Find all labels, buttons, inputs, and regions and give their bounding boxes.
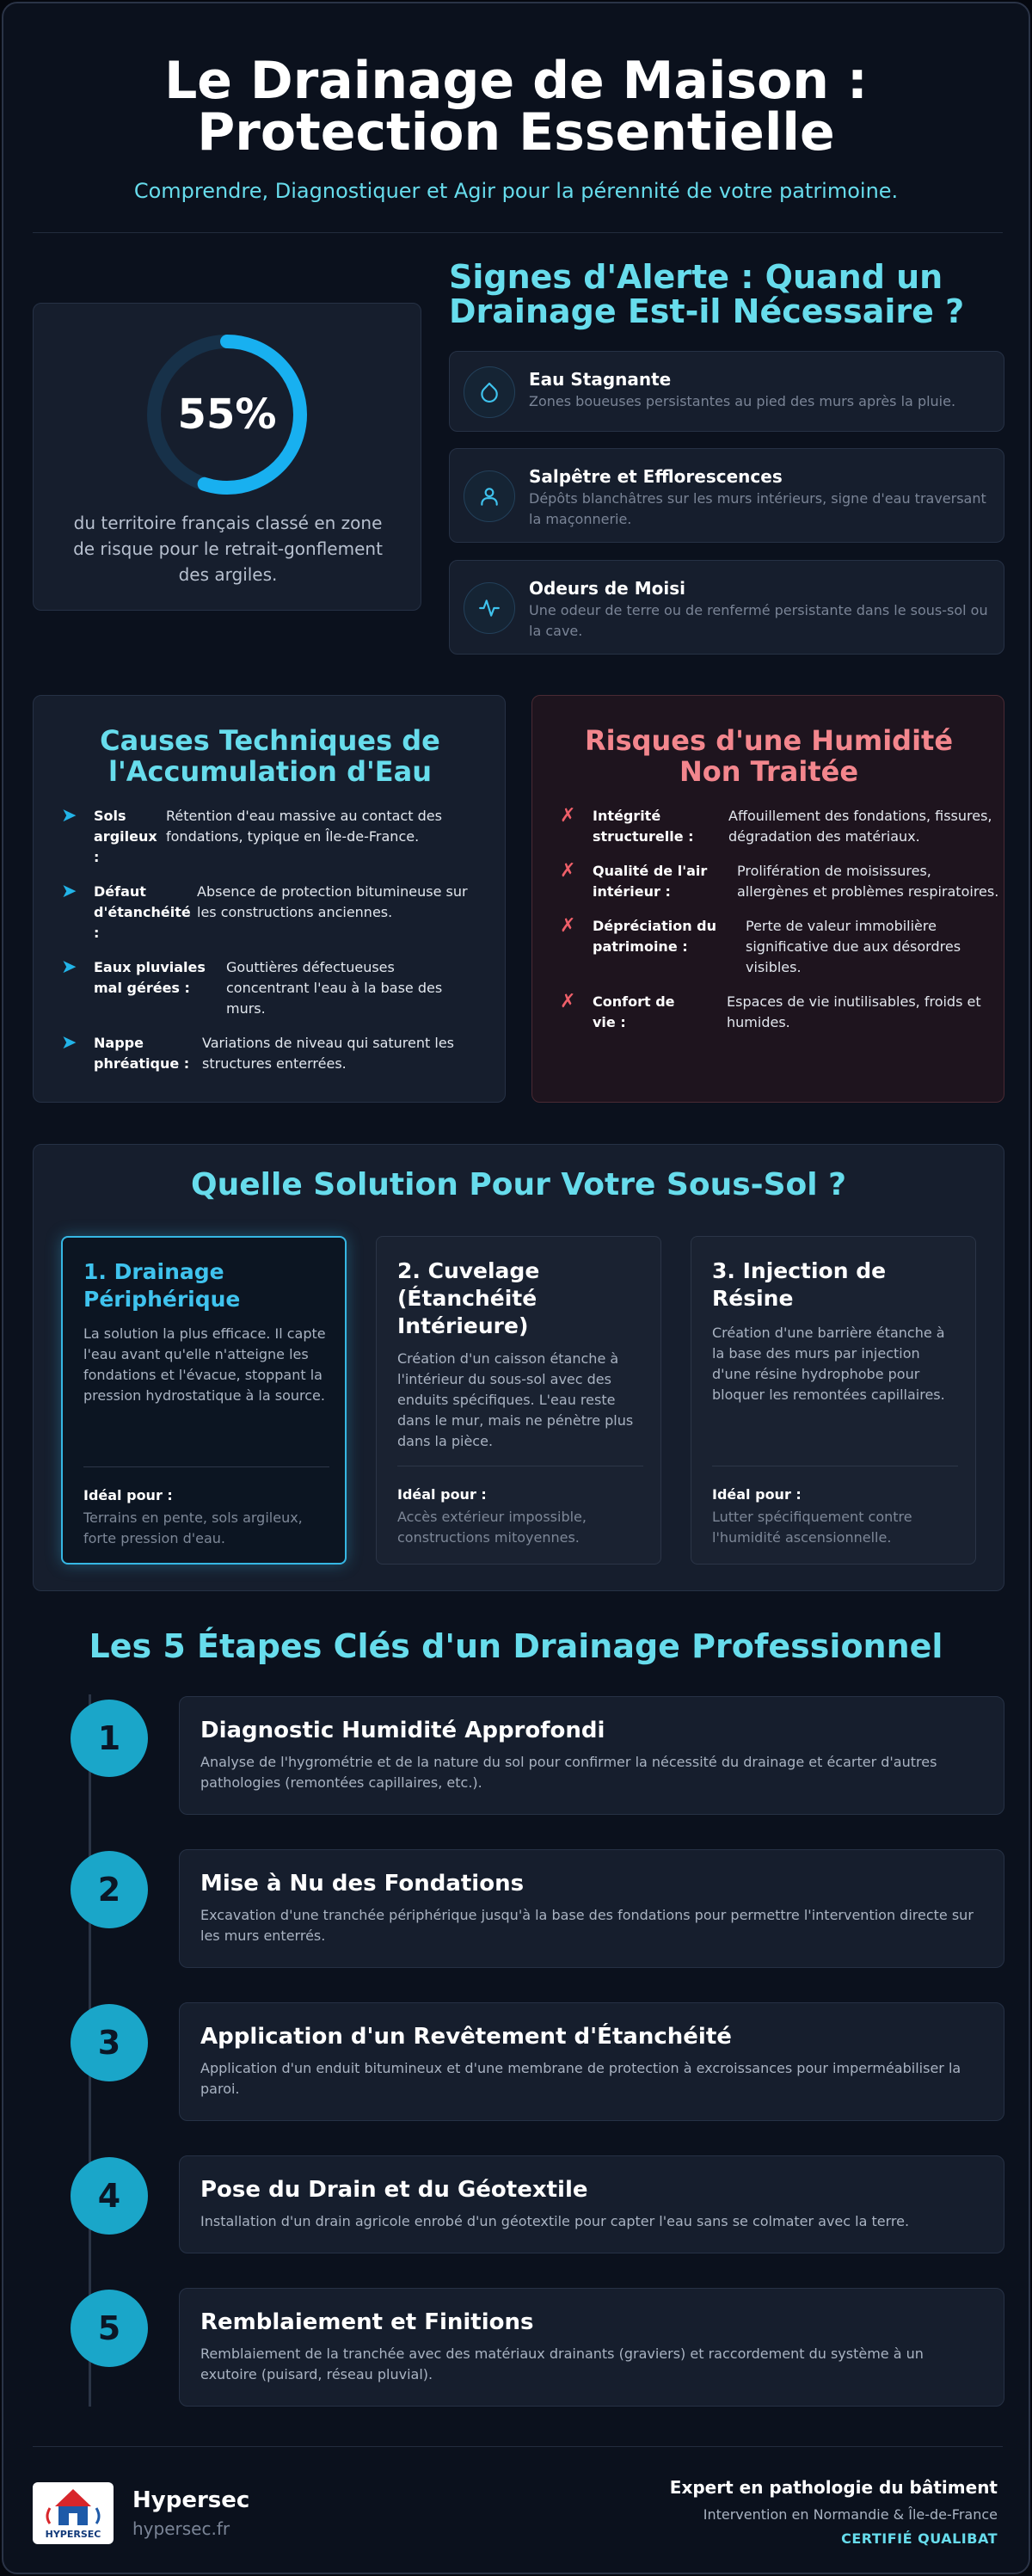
step-number: 3 bbox=[71, 2004, 148, 2081]
risk-value: Affouillement des fondations, fissures, dégradation des matériaux. bbox=[728, 808, 992, 845]
arrow-icon: ➤ bbox=[61, 956, 77, 978]
arrow-icon: ➤ bbox=[61, 1032, 77, 1054]
stat-description: du territoire français classé en zone de risque pour le retrait-gonflement des argiles. bbox=[73, 513, 383, 585]
causes-title: Causes Techniques de l'Accumulation d'Eau bbox=[100, 724, 440, 788]
house-logo-icon bbox=[33, 2482, 114, 2544]
signs-title: Signes d'Alerte : Quand un Drainage Est-il Nécessaire ? bbox=[449, 258, 965, 330]
cause-label: Sols argileux : bbox=[94, 808, 157, 865]
step-card bbox=[179, 1849, 1004, 1968]
title-line-1: Le Drainage de Maison : bbox=[164, 51, 868, 111]
activity-pulse-icon bbox=[464, 582, 515, 634]
company-logo[interactable] bbox=[33, 2482, 114, 2544]
step-card bbox=[179, 2155, 1004, 2253]
risks-title: Risques d'une Humidité Non Traitée bbox=[584, 724, 954, 788]
causes-panel bbox=[33, 695, 506, 1103]
solution-description: Création d'une barrière étanche à la base des murs par injection d'une résine hydrophobe pour bloquer les remontées capillaires. bbox=[712, 1325, 945, 1403]
solutions-section bbox=[33, 1144, 1004, 1591]
risk-value: Perte de valeur immobilière significative due aux désordres visibles. bbox=[746, 918, 961, 975]
step-description: Excavation d'une tranchée périphérique jusqu'à la base des fondations pour permettre l'intervention directe sur les murs enterrés. bbox=[200, 1907, 974, 1944]
cause-value: Absence de protection bitumineuse sur les constructions anciennes. bbox=[197, 883, 468, 920]
solution-ideal-value: Accès extérieur impossible, constructions mitoyennes. bbox=[397, 1509, 587, 1546]
certification-badge: CERTIFIÉ QUALIBAT bbox=[841, 2530, 998, 2547]
step-description: Installation d'un drain agricole enrobé d'un géotextile pour capter l'eau sans se colmater avec la terre. bbox=[200, 2213, 910, 2229]
step-number: 4 bbox=[71, 2157, 148, 2235]
cause-value: Variations de niveau qui saturent les structures enterrées. bbox=[202, 1035, 454, 1072]
cause-label: Défaut d'étanchéité : bbox=[94, 883, 191, 941]
solution-card-resin bbox=[691, 1236, 976, 1565]
risk-label: Intégrité structurelle : bbox=[593, 808, 694, 845]
sign-title: Eau Stagnante bbox=[529, 369, 672, 390]
stat-value: 55% bbox=[177, 390, 277, 439]
solution-description: Création d'un caisson étanche à l'intérieur du sous-sol avec des enduits spécifiques. L'eau reste dans le mur, mais ne pénètre plus dans la pièce. bbox=[397, 1350, 634, 1449]
arrow-icon: ➤ bbox=[61, 881, 77, 902]
service-area: Intervention en Normandie & Île-de-France bbox=[703, 2506, 998, 2523]
solution-title: 1. Drainage Périphérique bbox=[83, 1259, 241, 1312]
solution-ideal-value: Terrains en pente, sols argileux, forte pression d'eau. bbox=[83, 1509, 303, 1546]
page-title bbox=[3, 51, 1029, 163]
cause-value: Rétention d'eau massive au contact des fondations, typique en Île-de-France. bbox=[166, 808, 442, 845]
solution-card-cuvelage bbox=[376, 1236, 661, 1565]
solution-ideal-value: Lutter spécifiquement contre l'humidité ascensionnelle. bbox=[712, 1509, 912, 1546]
header-divider bbox=[33, 232, 1003, 233]
water-drop-icon bbox=[464, 366, 515, 418]
stat-card bbox=[33, 303, 421, 611]
solution-ideal-label: Idéal pour : bbox=[397, 1486, 487, 1503]
expert-tagline: Expert en pathologie du bâtiment bbox=[669, 2477, 998, 2498]
solutions-title: Quelle Solution Pour Votre Sous-Sol ? bbox=[191, 1167, 846, 1202]
solution-ideal-label: Idéal pour : bbox=[712, 1486, 802, 1503]
solution-description: La solution la plus efficace. Il capte l'eau avant qu'elle n'atteigne les fondations et l'évacue, stoppant la pression hydrostatique à la source. bbox=[83, 1325, 326, 1404]
sign-title: Odeurs de Moisi bbox=[529, 578, 685, 599]
cross-icon: ✗ bbox=[560, 860, 576, 882]
step-card bbox=[179, 1696, 1004, 1815]
cause-value: Gouttières défectueuses concentrant l'eau à la base des murs. bbox=[226, 959, 443, 1017]
solution-ideal-label: Idéal pour : bbox=[83, 1487, 173, 1503]
step-title: Diagnostic Humidité Approfondi bbox=[200, 1718, 605, 1743]
step-description: Application d'un enduit bitumineux et d'une membrane de protection à excroissances pour imperméabiliser la paroi. bbox=[200, 2060, 961, 2097]
step-number: 2 bbox=[71, 1851, 148, 1928]
brand-name: Hypersec bbox=[132, 2487, 250, 2513]
cross-icon: ✗ bbox=[560, 991, 576, 1012]
solution-card-drainage bbox=[61, 1236, 347, 1565]
sign-card-stagnant-water bbox=[449, 351, 1004, 432]
solution-title: 3. Injection de Résine bbox=[712, 1258, 887, 1311]
cause-label: Nappe phréatique : bbox=[94, 1035, 190, 1072]
sign-card-mold-odor bbox=[449, 560, 1004, 655]
risk-label: Qualité de l'air intérieur : bbox=[593, 863, 708, 900]
sign-description: Une odeur de terre ou de renfermé persistante dans le sous-sol ou la cave. bbox=[529, 602, 988, 639]
step-number: 5 bbox=[71, 2290, 148, 2367]
risks-panel bbox=[531, 695, 1004, 1103]
step-title: Remblaiement et Finitions bbox=[200, 2309, 534, 2335]
step-description: Remblaiement de la tranchée avec des matériaux drainants (graviers) et raccordement du système à un exutoire (puisard, réseau pluvial). bbox=[200, 2345, 924, 2382]
page-subtitle: Comprendre, Diagnostiquer et Agir pour la pérennité de votre patrimoine. bbox=[133, 179, 899, 203]
title-line-2: Protection Essentielle bbox=[197, 102, 835, 163]
step-card bbox=[179, 2288, 1004, 2407]
solution-divider bbox=[83, 1466, 329, 1467]
risk-label: Dépréciation du patrimoine : bbox=[593, 918, 717, 955]
website-link[interactable]: hypersec.fr bbox=[132, 2518, 230, 2539]
footer-divider bbox=[33, 2446, 1003, 2447]
step-card bbox=[179, 2002, 1004, 2121]
steps-title: Les 5 Étapes Clés d'un Drainage Professionnel bbox=[89, 1627, 943, 1665]
risk-value: Espaces de vie inutilisables, froids et humides. bbox=[727, 993, 981, 1030]
step-title: Application d'un Revêtement d'Étanchéité bbox=[200, 2024, 732, 2050]
step-number: 1 bbox=[71, 1700, 148, 1777]
sign-title: Salpêtre et Efflorescences bbox=[529, 466, 783, 487]
cross-icon: ✗ bbox=[560, 805, 576, 827]
sign-description: Dépôts blanchâtres sur les murs intérieurs, signe d'eau traversant la maçonnerie. bbox=[529, 490, 986, 527]
infographic-frame bbox=[2, 2, 1030, 2574]
user-icon bbox=[464, 470, 515, 522]
step-title: Pose du Drain et du Géotextile bbox=[200, 2177, 588, 2203]
cross-icon: ✗ bbox=[560, 915, 576, 937]
step-description: Analyse de l'hygrométrie et de la nature du sol pour confirmer la nécessité du drainage et écarter d'autres pathologies (remontées capillaires, etc.). bbox=[200, 1754, 937, 1791]
cause-label: Eaux pluviales mal gérées : bbox=[94, 959, 206, 996]
risk-label: Confort de vie : bbox=[593, 993, 675, 1030]
sign-description: Zones boueuses persistantes au pied des murs après la pluie. bbox=[529, 393, 956, 409]
logo-text: HYPERSEC bbox=[45, 2529, 101, 2540]
step-title: Mise à Nu des Fondations bbox=[200, 1871, 525, 1897]
solution-title: 2. Cuvelage (Étanchéité Intérieure) bbox=[397, 1258, 540, 1338]
arrow-icon: ➤ bbox=[61, 805, 77, 827]
risk-value: Prolifération de moisissures, allergènes et problèmes respiratoires. bbox=[737, 863, 999, 900]
sign-card-saltpeter bbox=[449, 448, 1004, 543]
